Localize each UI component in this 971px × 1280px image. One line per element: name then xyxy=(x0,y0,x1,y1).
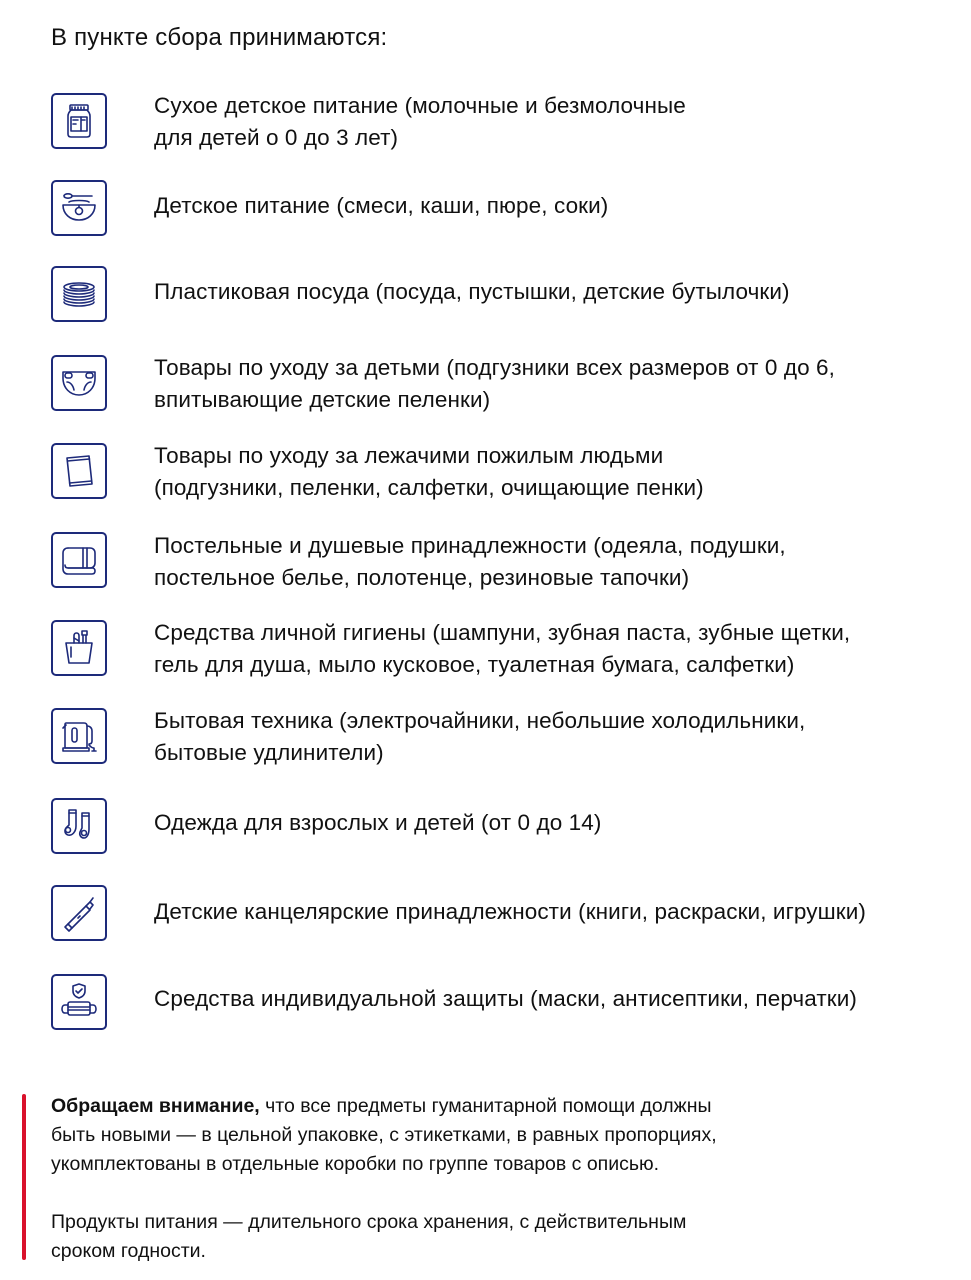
item-text-line: гель для душа, мыло кусковое, туалетная бумага, салфетки) xyxy=(154,652,795,677)
marker-pen-icon xyxy=(51,885,107,941)
item-text-line: Сухое детское питание (молочные и безмолочные xyxy=(154,93,686,118)
note-text: быть новыми — в цельной упаковке, с этикетками, в равных пропорциях, xyxy=(51,1124,717,1146)
socks-icon xyxy=(51,798,107,854)
baby-food-bowl-icon xyxy=(51,180,107,236)
item-text-line: бытовые удлинители) xyxy=(154,740,384,765)
item-text-line: Детские канцелярские принадлежности (книги, раскраски, игрушки) xyxy=(154,899,866,924)
note-text: сроком годности. xyxy=(51,1240,206,1262)
item-text-line: для детей о 0 до 3 лет) xyxy=(154,125,399,150)
important-note xyxy=(51,1092,951,1266)
item-text-line: Одежда для взрослых и детей (от 0 до 14) xyxy=(154,810,602,835)
face-mask-shield-icon xyxy=(51,974,107,1030)
plates-stack-icon xyxy=(51,266,107,322)
item-text-line: Средства личной гигиены (шампуни, зубная паста, зубные щетки, xyxy=(154,620,851,645)
folded-towel-icon xyxy=(51,532,107,588)
item-text-line: (подгузники, пеленки, салфетки, очищающие пенки) xyxy=(154,475,704,500)
electric-kettle-icon xyxy=(51,708,107,764)
item-text-line: Бытовая техника (электрочайники, небольшие холодильники, xyxy=(154,708,806,733)
item-text-line: Постельные и душевые принадлежности (одеяла, подушки, xyxy=(154,533,786,558)
item-text-line: Средства индивидуальной защиты (маски, антисептики, перчатки) xyxy=(154,986,857,1011)
toothbrush-cup-icon xyxy=(51,620,107,676)
item-text-line: Товары по уходу за лежачими пожилым людьми xyxy=(154,443,664,468)
note-text: Продукты питания — длительного срока хранения, с действительным xyxy=(51,1211,687,1233)
item-text-line: Детское питание (смеси, каши, пюре, соки) xyxy=(154,193,609,218)
item-text-line: постельное белье, полотенце, резиновые тапочки) xyxy=(154,565,690,590)
note-text: укомплектованы в отдельные коробки по группе товаров с описью. xyxy=(51,1153,660,1175)
note-paragraph xyxy=(51,1092,951,1121)
note-emphasis: Обращаем внимание, xyxy=(51,1095,260,1117)
item-text-line: Товары по уходу за детьми (подгузники всех размеров от 0 до 6, xyxy=(154,355,836,380)
note-accent-bar xyxy=(22,1094,26,1260)
pad-sheet-icon xyxy=(51,443,107,499)
page-title: В пункте сбора принимаются: xyxy=(51,24,388,51)
diaper-icon xyxy=(51,355,107,411)
baby-formula-jar-icon xyxy=(51,93,107,149)
item-text-line: впитывающие детские пеленки) xyxy=(154,387,491,412)
note-text: что все предметы гуманитарной помощи должны xyxy=(259,1095,712,1117)
item-text-line: Пластиковая посуда (посуда, пустышки, детские бутылочки) xyxy=(154,279,790,304)
